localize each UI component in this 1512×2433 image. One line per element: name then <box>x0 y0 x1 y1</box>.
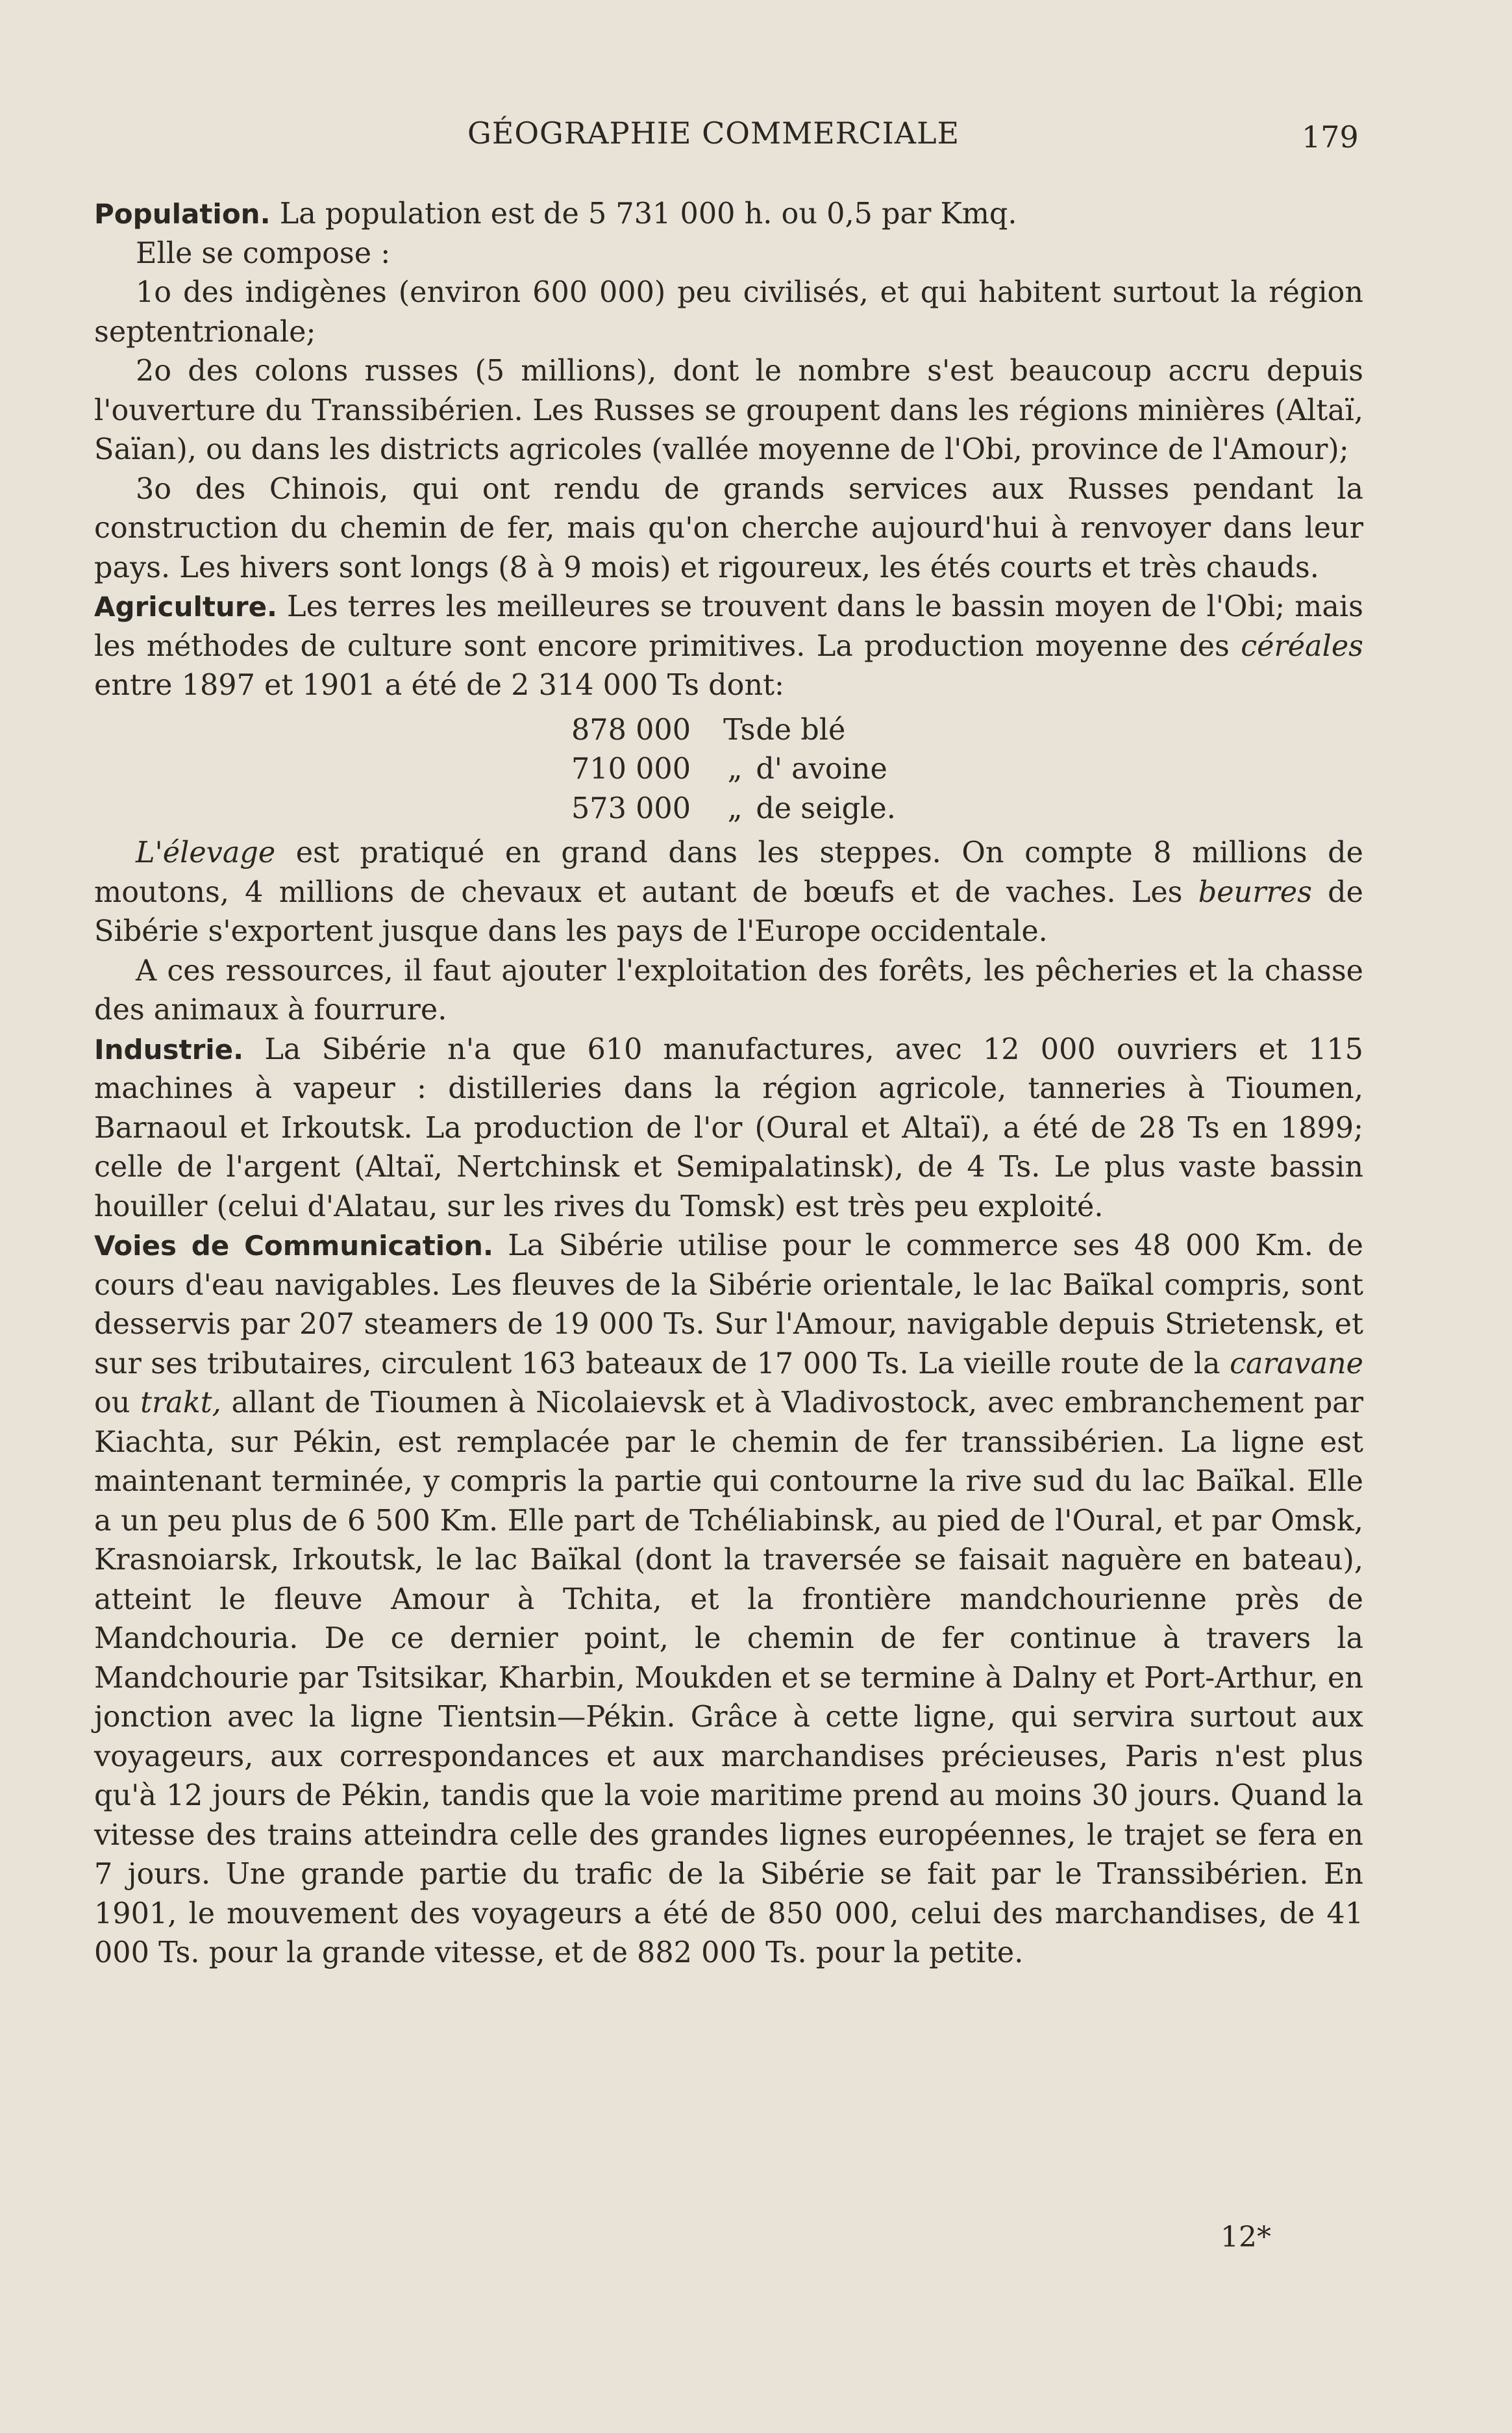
table-amount: 573 000 <box>571 792 691 825</box>
population-text: La population est de 5 731 000 h. ou 0,5 par Kmq. <box>279 197 1017 231</box>
population-heading: Population. <box>94 198 271 230</box>
population-item-2: 2o des colons russes (5 millions), dont le nombre s'est beaucoup accru depuis l'ouverture du Transsibérien. Les Russes se groupent dans les régions minières (Altaï, Saïan), ou dans les districts agricoles (vallée moyenne de l'Obi, province de l'Amour); <box>94 355 1363 466</box>
table-amount: 710 000 <box>571 753 691 786</box>
page-body <box>94 195 1363 1973</box>
table-unit: Ts <box>723 713 756 747</box>
industrie-heading: Industrie. <box>94 1033 244 1066</box>
population-compose: Elle se compose : <box>136 236 391 270</box>
caravane-term: caravane <box>1230 1347 1363 1380</box>
population-item-3: 3o des Chinois, qui ont rendu de grands services aux Russes pendant la construction du chemin de fer, mais qu'on cherche aujourd'hui à renvoyer dans leur pays. Les hivers sont longs (8 à 9 mois) et rigoureux, les étés courts et très chauds. <box>94 472 1363 584</box>
table-label: d' avoine <box>756 753 887 786</box>
elevage-text: est pratiqué en grand dans les steppes. On compte 8 millions de moutons, 4 millions de chevaux et autant de bœufs et de vaches. Les <box>94 836 1363 909</box>
table-row <box>571 750 1363 790</box>
trakt-term: trakt, <box>140 1386 221 1419</box>
table-label: de seigle. <box>756 792 896 825</box>
elevage-paragraph <box>94 834 1363 952</box>
table-row <box>571 711 1363 751</box>
voies-text-2: allant de Tioumen à Nicolaievsk et à Vladivostock, avec embranchement par Kiachta, sur Pékin, est remplacée par le chemin de fer transsibérien. La ligne est maintenant terminée, y compris la partie qui contourne la rive sud du lac Baïkal. Elle a un peu plus de 6 500 Km. Elle part de Tchéliabinsk, au pied de l'Oural, et par Omsk, Krasnoiarsk, Irkoutsk, le lac Baïkal (dont la traversée se faisait naguère en bateau), atteint le fleuve Amour à Tchita, et la frontière mandchourienne près de Mandchouria. De ce dernier point, le chemin de fer continue à travers la Mandchourie par Tsitsikar, Kharbin, Moukden et se termine à Dalny et Port-Arthur, en jonction avec la ligne Tientsin—Pékin. Grâce à cette ligne, qui servira surtout aux voyageurs, aux correspondances et aux marchandises précieuses, Paris n'est plus qu'à 12 jours de Pékin, tandis que la voie maritime prend au moins 30 jours. Quand la vitesse des trains atteindra celle des grandes lignes européennes, le trajet se fera en 7 jours. Une grande partie du trafic de la Sibérie se fait par le Transsibérien. En 1901, le mouvement des voyageurs a été de 850 000, celui des marchandises, de 41 000 Ts. pour la grande vitesse, et de 882 000 Ts. pour la petite. <box>94 1386 1363 1969</box>
population-paragraph <box>94 195 1363 234</box>
beurres-term: beurres <box>1198 875 1312 909</box>
industrie-paragraph <box>94 1030 1363 1227</box>
cereal-table <box>571 711 1363 829</box>
industrie-text: La Sibérie n'a que 610 manufactures, avec 12 000 ouvriers et 115 machines à vapeur : distilleries dans la région agricole, tanneries à Tioumen, Barnaoul et Irkoutsk. La production de l'or (Oural et Altaï), a été de 28 Ts en 1899; celle de l'argent (Altaï, Nertchinsk et Semipalatinsk), de 4 Ts. Le plus vaste bassin houiller (celui d'Alatau, sur les rives du Tomsk) est très peu exploité. <box>94 1032 1363 1223</box>
table-unit: „ <box>727 792 743 825</box>
agriculture-text-2: entre 1897 et 1901 a été de 2 314 000 Ts dont: <box>94 669 784 702</box>
page-header <box>0 116 1512 161</box>
table-label: de blé <box>756 713 846 747</box>
beurres-text: de Sibérie s'exportent jusque dans les pays de l'Europe occidentale. <box>94 875 1363 948</box>
agriculture-heading: Agriculture. <box>94 591 278 623</box>
signature-mark: 12* <box>1221 2221 1271 2254</box>
table-unit: „ <box>727 753 743 786</box>
population-item-1: 1o des indigènes (environ 600 000) peu civilisés, et qui habitent surtout la région septentrionale; <box>94 276 1363 349</box>
table-row <box>571 790 1363 829</box>
ressources-paragraph: A ces ressources, il faut ajouter l'exploitation des forêts, les pêcheries et la chasse des animaux à fourrure. <box>94 954 1363 1027</box>
agriculture-paragraph <box>94 588 1363 706</box>
page-number: 179 <box>1302 119 1359 155</box>
agriculture-text-1: Les terres les meilleures se trouvent dans le bassin moyen de l'Obi; mais les méthodes de culture sont encore primitives. La production moyenne des <box>94 590 1363 663</box>
voies-heading: Voies de Communication. <box>94 1230 493 1262</box>
voies-paragraph <box>94 1227 1363 1973</box>
voies-text-1: La Sibérie utilise pour le commerce ses 48 000 Km. de cours d'eau navigables. Les fleuves de la Sibérie orientale, le lac Baïkal compris, sont desservis par 207 steamers de 19 000 Ts. Sur l'Amour, navigable depuis Strietensk, et sur ses tributaires, circulent 163 bateaux de 17 000 Ts. La vieille route de la <box>94 1229 1363 1380</box>
elevage-term: L'élevage <box>136 836 276 869</box>
table-amount: 878 000 <box>571 713 691 747</box>
running-title: GÉOGRAPHIE COMMERCIALE <box>467 116 960 151</box>
cereales-term: céréales <box>1241 629 1363 663</box>
voies-ou: ou <box>94 1386 130 1419</box>
